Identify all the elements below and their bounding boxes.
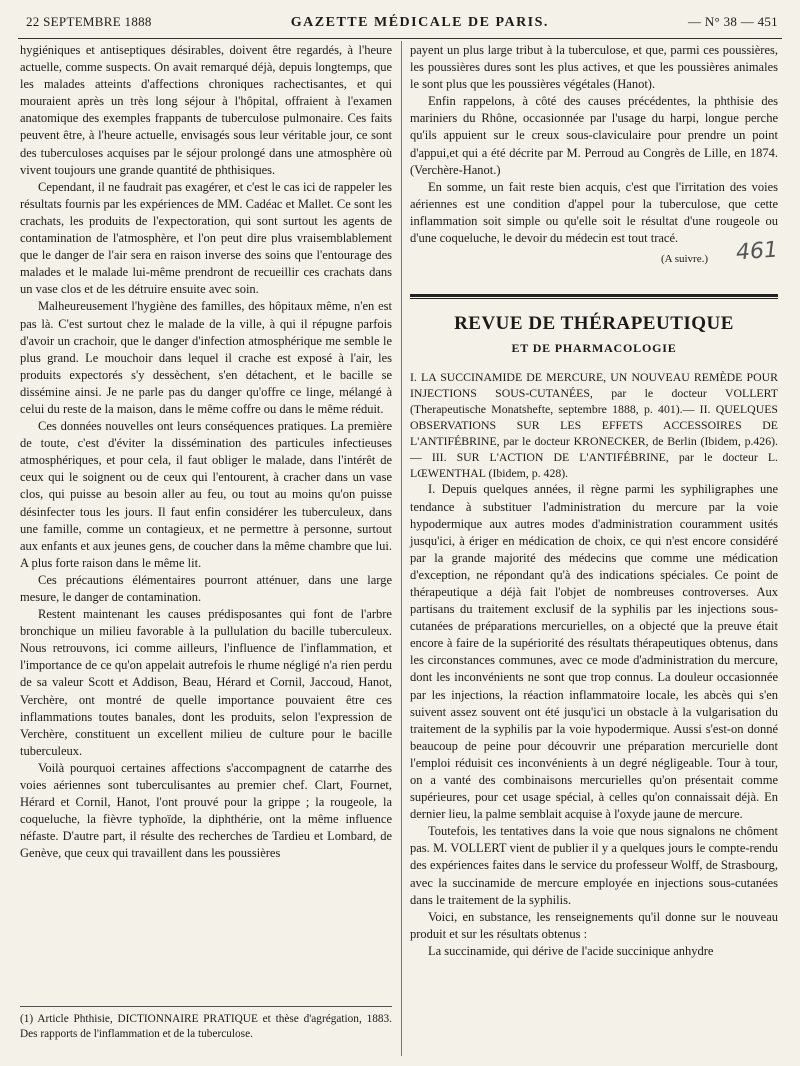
to-follow-note <box>410 237 779 268</box>
to-follow-label: (A suivre.) <box>660 253 708 266</box>
column-divider <box>401 41 402 1056</box>
footnote: (1) Article Phthisie, DICTIONNAIRE PRATIQUE et thèse d'agrégation, 1883. Des rapports de l'inflammation et de la tuberculose. <box>20 1013 392 1040</box>
left-paragraph-3: Malheureusement l'hygiène des familles, des hôpitaux même, n'en est pas là. C'est surtout chez le malade de la ville, à qui il répugne parfois d'avoir un crachoir, que le danger d'infection atmosphérique me semble le plus grand. Le mouchoir dans lequel il crache est exposé à l'air, les produits expectorés s'y dessèchent, s'en détachent, et le bacille se dissémine ainsi. Je ne parle pas du danger qu'offre ce linge, mélangé à celui du reste de la maison, dans le même coffre ou dans le même réduit. <box>20 299 392 416</box>
section-paragraph-2: Toutefois, les tentatives dans la voie que nous signalons ne chôment pas. M. VOLLERT vient de publier il y a quelques jours le compte-rendu des expériences faites dans le service du professeur Wolff, de Strasbourg, avec la succinamide de mercure employée en injections sous-cutanées dans le traitement de la syphilis. <box>410 824 778 907</box>
section-rule-thick <box>410 294 778 297</box>
right-paragraph-1: payent un plus large tribut à la tuberculose, et que, parmi ces poussières, les poussières dures sont les plus actives, et que les poussières animales le sont plus que les poussières végétales (Hanot). <box>410 43 778 92</box>
right-column <box>410 42 778 960</box>
section-summary: I. LA SUCCINAMIDE DE MERCURE, UN NOUVEAU REMÈDE POUR INJECTIONS SOUS-CUTANÉES, par le docteur VOLLERT (Therapeutische Monatshefte, septembre 1888, p. 401).— II. QUELQUES OBSERVATIONS SUR LES EFFETS ACCESSOIRES DE L'ANTIFÉBRINE, par le docteur KRONECKER, de Berlin (Ibidem, p.426). — III. SUR L'ACTION DE L'ANTIFÉBRINE, par le docteur L. LŒWENTHAL (Ibidem, p. 428). <box>410 370 778 481</box>
left-paragraph-1: hygiéniques et antiseptiques désirables, doivent être regardés, à l'heure actuelle, comme suspects. On avait remarqué déjà, depuis longtemps, que les malades atteints d'affections chroniques rachectisantes, et qui mouraient après un très long séjour à l'hôpital, offraient à l'examen anatomique des exemples frappants de tuberculose pulmonaire. Ces faits peuvent être, à l'heure actuelle, envisagés sous leur véritable jour, ce sont des tuberculoses acquises par le séjour prolongé dans une atmosphère où vivent toujours une grande quantité de phthisiques. <box>20 43 392 177</box>
left-paragraph-7: Voilà pourquoi certaines affections s'accompagnent de catarrhe des voies aériennes sont tuberculisantes au premier chef. Clart, Fournet, Hérard et Cornil, Hanot, l'ont prouvé pour la grippe ; la rougeole, la coqueluche, la fièvre typhoïde, la diphthérie, ont la même influence néfaste. D'autre part, il résulte des recherches de Tardieu et Lombard, de Genève, que ceux qui travaillent dans les poussières <box>20 760 392 861</box>
header-date: 22 SEPTEMBRE 1888 <box>26 14 152 29</box>
section-subtitle: ET DE PHARMACOLOGIE <box>511 341 677 356</box>
section-title: REVUE DE THÉRAPEUTIQUE <box>454 313 734 335</box>
section-rule-thin <box>410 298 778 299</box>
left-paragraph-4: Ces données nouvelles ont leurs conséquences pratiques. La première de toute, c'est d'éviter la dissémination des particules infectieuses atmosphériques, et pour cela, il faut obliger le malade, dans l'intérêt de ceux qui le soignent ou de ceux qui l'entourent, à cracher dans un vase clos, qui puisse au besoin aller au feu, ou tout au moins qu'on puisse désinfecter tous les jours. Il faut enfin considérer les tuberculeux, dans une famille, comme un contagieux, et ne permettre à personne, surtout aux enfants et aux jeunes gens, de coucher dans la même chambre que lui. A plus forte raison dans le même lit. <box>20 419 392 570</box>
section-paragraph-3: Voici, en substance, les renseignements qu'il donne sur le nouveau produit et sur les résultats obtenus : <box>410 909 778 941</box>
left-paragraph-2: Cependant, il ne faudrait pas exagérer, et c'est le cas ici de rappeler les résultats fournis par les expériences de MM. Cadéac et Mallet. Ce sont les crachats, les produits de l'expectoration, qui sont surtout les agents de contamination de l'atmosphère, et l'on peut dire plus vraisemblablement que le danger de l'air sera en raison inverse des soins que l'entourage des malades et le malade lui-même prendront de recueillir ces crachats dans un vase clos et de les détruire ensuite avec soin. <box>20 179 392 297</box>
left-paragraph-6: Restent maintenant les causes prédisposantes qui font de l'arbre bronchique un milieu favorable à la pullulation du bacille tuberculeux. Nous retrouvons, ici comme ailleurs, l'influence de l'inflammation, et l'importance de ce qu'on appelait autrefois le rhume négligé n'a rien perdu de sa valeur Scott et Addison, Beau, Hérard et Cornil, Jaccoud, Hanot, Verchère, ont montré de quelle importance pouvaient être ces inflammations toutes banales, dont les produits, selon l'expression de Verchère, constituent un excellent milieu de culture pour le bacille tuberculeux. <box>20 607 392 758</box>
right-paragraph-3: En somme, un fait reste bien acquis, c'est que l'irritation des voies aériennes est une condition d'appel pour la tuberculose, que cette inflammation soit simple ou qu'elle soit le résultat d'une rougeole ou d'une coqueluche, le devoir du médecin est tout tracé. <box>410 179 778 246</box>
section-paragraph-1: I. Depuis quelques années, il règne parmi les syphiligraphes une tendance à substituer l'administration du mercure par la voie hypodermique aux autres modes d'administration couramment usités jusqu'ici, à ériger en médication de choix, ce qui n'est encore considéré par la grande majorité des médecins que comme une médication d'exception, ne répondant qu'à des indications spéciales. Ce point de thérapeutique a déjà fait l'objet de nombreuses controverses. Aux partisans du traitement exclusif de la syphilis par les injections sous-cutanées de préparations mercurielles, on a objecté que la preuve était encore à faire de la supériorité des résultats thérapeutiques obtenus, dans les circonstances communes, avec ce mode d'administration du mercure, dont les inconvénients ne sont que trop connus. La douleur occasionnée par les injections, la réaction inflammatoire locale, les abcès qui s'en suivent assez souvent ont été jusqu'ici un obstacle à la vulgarisation du traitement de la syphilis par la voie hypodermique. Aussi s'est-on donné beaucoup de peine pour découvrir une préparation mercurielle dont l'emploi réduisit ces inconvénients à un degré négligeable. Tour à tour, on a vanté des combinaisons mercurielles qu'on présentait comme supérieures, pour cet usage spécial, à celles qu'on connaissait déjà. En dernier lieu, la palme semblait acquise à l'oxyde jaune de mercure. <box>410 482 778 822</box>
footnote-rule <box>20 1006 392 1007</box>
header-issue-page: — N° 38 — 451 <box>687 14 778 29</box>
header-rule <box>18 38 782 39</box>
page-header <box>26 14 778 36</box>
right-paragraph-2: Enfin rappelons, à côté des causes précédentes, la phthisie des mariniers du Rhône, occasionnée par l'usage du harpi, longue perche qu'ils appuient sur le creux sous-claviculaire pour prendre un point d'appui,et qui a été décrite par M. Perroud au Congrès de Lille, en 1874. (Verchère-Hanot.) <box>410 94 778 177</box>
left-column <box>20 42 392 863</box>
handwritten-annotation: 461 <box>735 237 779 266</box>
header-title: GAZETTE MÉDICALE DE PARIS. <box>290 15 549 30</box>
left-paragraph-5: Ces précautions élémentaires pourront atténuer, dans une large mesure, le danger de contamination. <box>20 572 392 604</box>
section-paragraph-4: La succinamide, qui dérive de l'acide succinique anhydre <box>428 943 714 958</box>
